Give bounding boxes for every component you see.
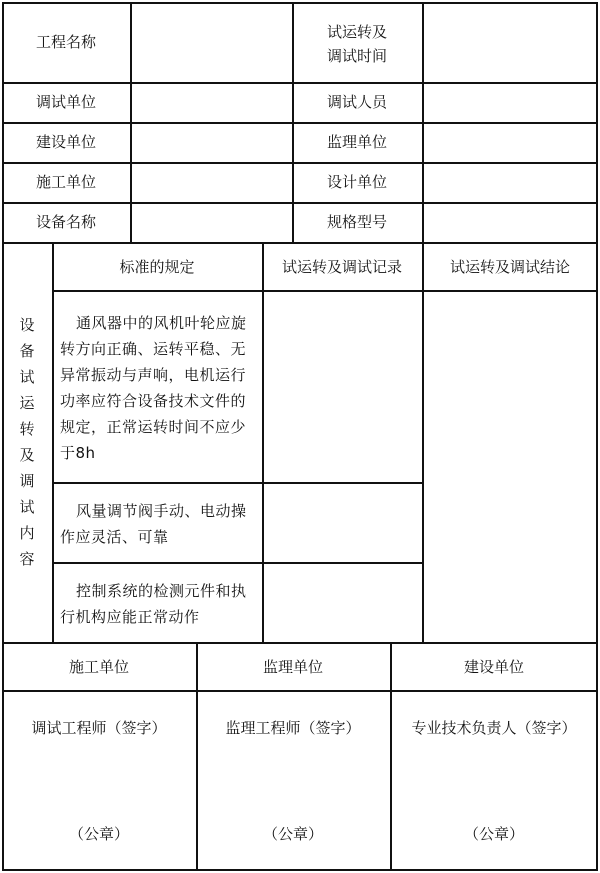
standard-item-1: 通风器中的风机叶轮应旋转方向正确、运转平稳、无异常振动与声响，电机运行功率应符合设备技术文件的规定，正常运转时间不应少于8h: [60, 314, 247, 462]
col-divider: [52, 242, 54, 642]
supervision-unit-label: 监理单位: [326, 133, 387, 151]
trial-time-label: 试运转及: [326, 23, 387, 41]
item-divider: [52, 482, 422, 484]
signature-divider: [2, 642, 598, 644]
standard-item-2: 风量调节阀手动、电动操作应灵活、可靠: [60, 502, 247, 546]
sign-supervision-header: 监理单位: [262, 658, 323, 676]
supervision-seal: （公章）: [262, 825, 323, 843]
contractor-sign-line: 调试工程师（签字）: [31, 719, 167, 737]
construction-client-label: 建设单位: [35, 133, 96, 151]
row-divider: [2, 82, 598, 84]
col-conclusion-header: 试运转及调试结论: [449, 258, 570, 276]
commissioning-staff-label: 调试人员: [326, 93, 387, 111]
col-divider: [130, 2, 132, 242]
col-divider: [422, 242, 424, 642]
row-divider: [2, 242, 598, 244]
client-sign-line: 专业技术负责人（签字）: [411, 719, 577, 737]
spec-model-label: 规格型号: [326, 213, 387, 231]
trial-time-label: 调试时间: [326, 47, 387, 65]
col-divider: [422, 2, 424, 242]
design-unit-label: 设计单位: [326, 173, 387, 191]
standard-item-3: 控制系统的检测元件和执行机构应能正常动作: [60, 582, 247, 626]
row-divider: [2, 162, 598, 164]
content-header-divider: [52, 290, 598, 292]
row-divider: [2, 202, 598, 204]
content-side-label: 设备试运转及调试内容: [19, 316, 35, 568]
project-name-label: 工程名称: [35, 33, 96, 51]
item-divider: [52, 562, 422, 564]
client-seal: （公章）: [463, 825, 524, 843]
commissioning-unit-label: 调试单位: [35, 93, 96, 111]
contractor-seal: （公章）: [68, 825, 129, 843]
row-divider: [2, 122, 598, 124]
col-record-header: 试运转及调试记录: [281, 258, 402, 276]
equipment-name-label: 设备名称: [35, 213, 96, 231]
supervision-sign-line: 监理工程师（签字）: [225, 719, 361, 737]
sign-client-header: 建设单位: [463, 658, 524, 676]
col-standard-header: 标准的规定: [119, 258, 195, 276]
col-divider: [262, 242, 264, 642]
signature-divider: [2, 690, 598, 692]
contractor-label: 施工单位: [35, 173, 96, 191]
sign-contractor-header: 施工单位: [68, 658, 129, 676]
